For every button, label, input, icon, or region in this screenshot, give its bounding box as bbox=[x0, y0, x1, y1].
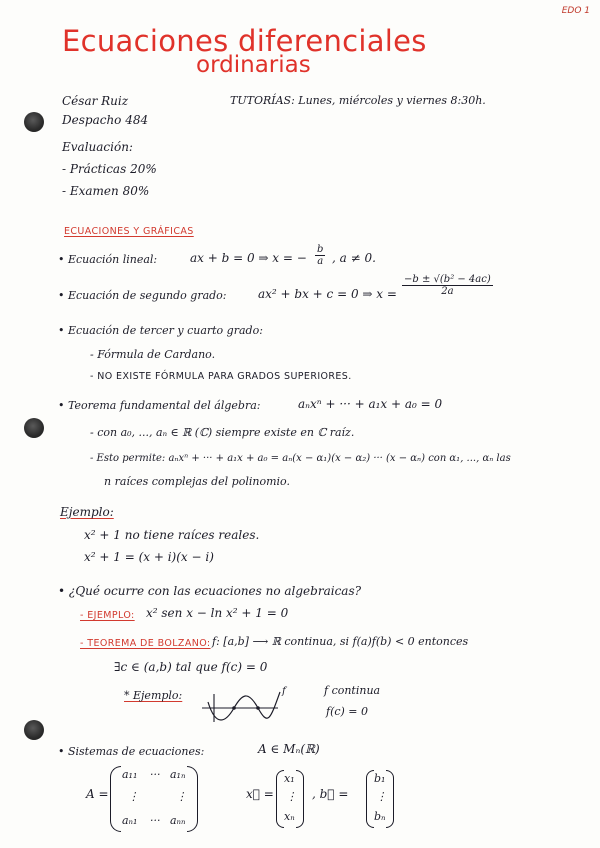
sistemas-label: • Sistemas de ecuaciones: bbox=[58, 745, 205, 758]
segundo-equation: ax² + bx + c = 0 ⇒ x = bbox=[258, 287, 397, 301]
lineal-fraction bbox=[315, 244, 325, 267]
ejemplo-line: x² + 1 = (x + i)(x − i) bbox=[84, 550, 214, 564]
graph-root-point bbox=[256, 706, 260, 710]
ejemplo-equation: x² sen x − ln x² + 1 = 0 bbox=[146, 606, 289, 620]
no-algebraicas-question: • ¿Qué ocurre con las ecuaciones no algebraicas? bbox=[58, 584, 362, 598]
continuity-note: f continua bbox=[324, 684, 381, 697]
page-number: EDO 1 bbox=[561, 6, 590, 16]
evaluacion-item: - Examen 80% bbox=[62, 184, 150, 198]
lineal-equation: ax + b = 0 ⇒ x = − bbox=[190, 251, 307, 265]
evaluacion-item: - Prácticas 20% bbox=[62, 162, 157, 176]
binder-hole bbox=[24, 720, 44, 740]
matrix-cell: a₁₁ bbox=[122, 768, 138, 781]
office-number: Despacho 484 bbox=[62, 113, 149, 127]
matrix-cell: ⋮ bbox=[176, 790, 187, 803]
bolzano-statement: f: [a,b] ⟶ ℝ continua, si f(a)f(b) < 0 entonces bbox=[212, 635, 469, 648]
matrix-cell: ··· bbox=[150, 814, 161, 827]
lineal-condition: , a ≠ 0. bbox=[332, 251, 376, 265]
fraction-denominator: 2a bbox=[441, 286, 454, 297]
fraction-numerator: −b ± √(b² − 4ac) bbox=[404, 274, 491, 285]
ejemplo-heading: Ejemplo: bbox=[60, 505, 114, 519]
vector-bracket-right bbox=[386, 770, 394, 828]
tercer-item: - Fórmula de Cardano. bbox=[90, 348, 216, 361]
matrix-cell: ··· bbox=[150, 768, 161, 781]
matrix-a bbox=[110, 766, 198, 832]
vector-cell: ⋮ bbox=[286, 790, 297, 803]
vector-b bbox=[366, 770, 394, 828]
quadratic-fraction bbox=[402, 274, 493, 297]
tercer-label: • Ecuación de tercer y cuarto grado: bbox=[58, 324, 263, 337]
matrix-cell: a₁ₙ bbox=[170, 768, 186, 781]
root-note: f(c) = 0 bbox=[326, 705, 369, 718]
vector-bracket-left bbox=[366, 770, 374, 828]
vector-b-label: , b⃗ = bbox=[312, 787, 349, 801]
teorema-item: - con a₀, ..., aₙ ∈ ℝ (ℂ) siempre existe en ℂ raíz. bbox=[90, 426, 355, 439]
bolzano-graph bbox=[200, 682, 300, 730]
vector-cell: ⋮ bbox=[376, 790, 387, 803]
vector-cell: bₙ bbox=[374, 810, 386, 823]
bolzano-conclusion: ∃c ∈ (a,b) tal que f(c) = 0 bbox=[114, 660, 268, 674]
teorema-item-continued: n raíces complejas del polinomio. bbox=[104, 475, 290, 488]
matrix-cell: ⋮ bbox=[128, 790, 139, 803]
professor-name: César Ruiz bbox=[62, 94, 129, 108]
matrix-bracket-left bbox=[110, 766, 121, 832]
vector-bracket-left bbox=[276, 770, 284, 828]
matrix-bracket-right bbox=[187, 766, 198, 832]
vector-x bbox=[276, 770, 304, 828]
bolzano-label: - TEOREMA DE BOLZANO: bbox=[80, 638, 211, 649]
matrix-cell: aₙₙ bbox=[170, 814, 186, 827]
page-subtitle: ordinarias bbox=[196, 52, 311, 78]
vector-cell: x₁ bbox=[284, 772, 295, 785]
vector-bracket-right bbox=[296, 770, 304, 828]
ejemplo-caps-label: - EJEMPLO: bbox=[80, 610, 135, 621]
ejemplo-line: x² + 1 no tiene raíces reales. bbox=[84, 528, 260, 542]
matrix-a-label: A = bbox=[86, 787, 109, 801]
graph-function-label: f bbox=[282, 686, 286, 697]
matrix-cell: aₙ₁ bbox=[122, 814, 138, 827]
evaluacion-heading: Evaluación: bbox=[62, 140, 133, 154]
section-heading-ecuaciones: ECUACIONES Y GRÁFICAS bbox=[64, 226, 194, 237]
tutorias-line: TUTORÍAS: Lunes, miércoles y viernes 8:30h. bbox=[230, 94, 486, 107]
tercer-item: - NO EXISTE FÓRMULA PARA GRADOS SUPERIORES. bbox=[90, 371, 352, 382]
vector-cell: b₁ bbox=[374, 772, 386, 785]
binder-hole bbox=[24, 112, 44, 132]
teorema-label: • Teorema fundamental del álgebra: bbox=[58, 399, 261, 412]
segundo-label: • Ecuación de segundo grado: bbox=[58, 289, 227, 302]
graph-example-label: * Ejemplo: bbox=[124, 689, 183, 702]
sistemas-condition: A ∈ Mₙ(ℝ) bbox=[258, 742, 320, 756]
vector-x-label: x⃗ = bbox=[246, 787, 274, 801]
lineal-label: • Ecuación lineal: bbox=[58, 253, 158, 266]
graph-curve bbox=[208, 692, 280, 720]
binder-hole bbox=[24, 418, 44, 438]
teorema-item: - Esto permite: aₙxⁿ + ··· + a₁x + a₀ = aₙ(x − α₁)(x − α₂) ··· (x − αₙ) con α₁, ..., αₙ las bbox=[90, 453, 511, 464]
page-title: Ecuaciones diferenciales bbox=[62, 24, 427, 58]
vector-cell: xₙ bbox=[284, 810, 295, 823]
fraction-denominator: a bbox=[317, 256, 324, 267]
teorema-equation: aₙxⁿ + ··· + a₁x + a₀ = 0 bbox=[298, 397, 443, 411]
fraction-numerator: b bbox=[317, 244, 324, 255]
graph-root-point bbox=[232, 706, 236, 710]
